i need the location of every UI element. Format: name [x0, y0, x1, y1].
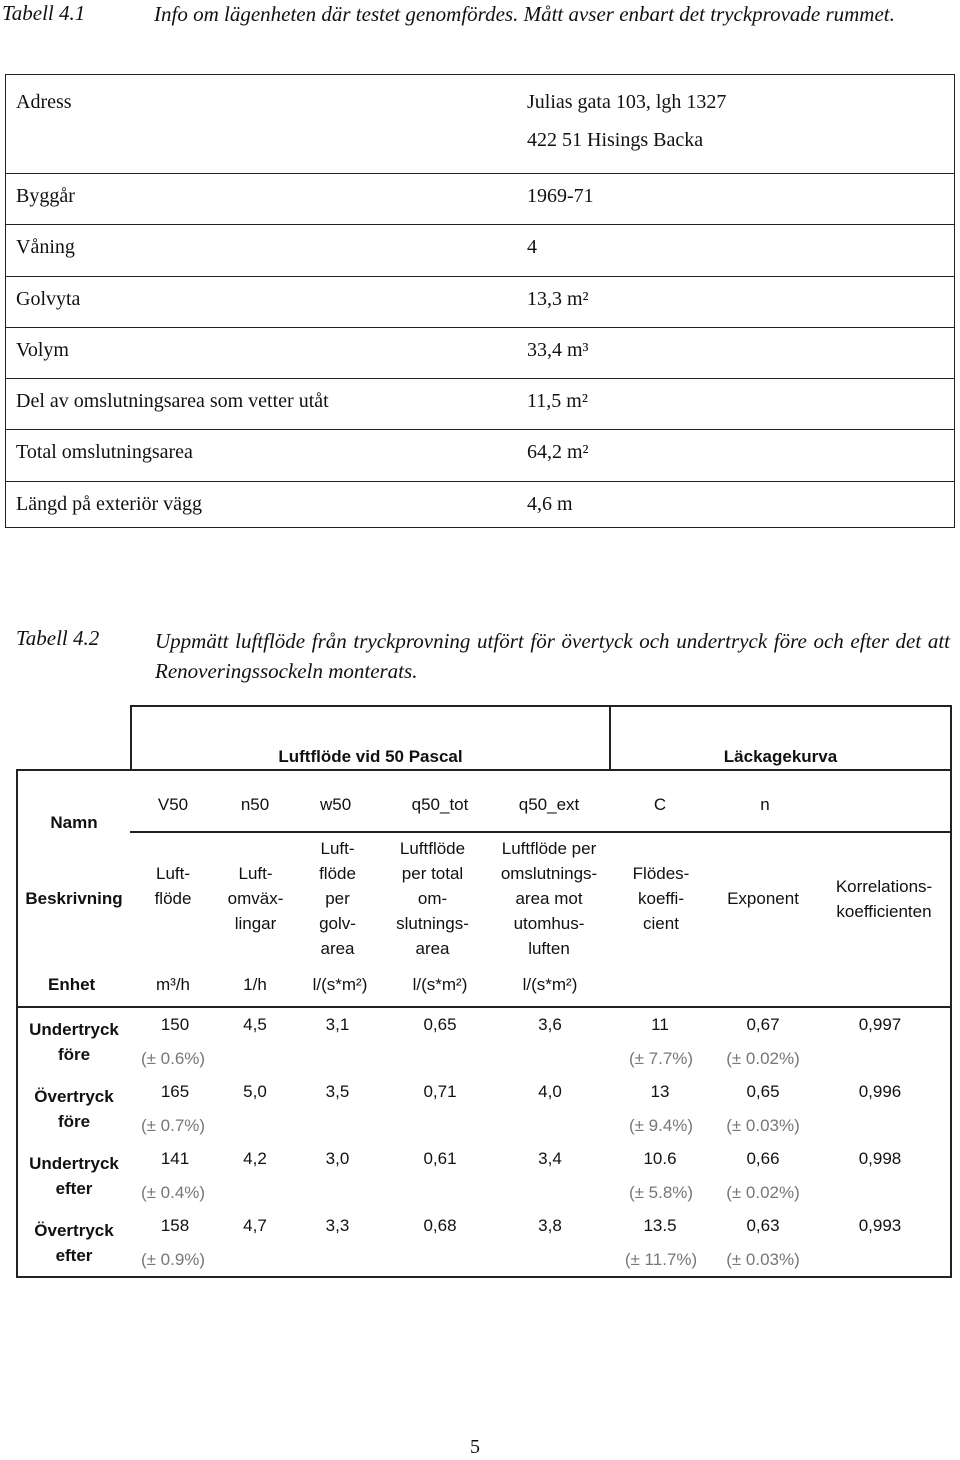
table-4-2-caption-label: Tabell 4.2	[16, 626, 100, 650]
row-key: Adress	[16, 91, 72, 113]
row-key: Våning	[16, 236, 75, 258]
table-border	[16, 1006, 952, 1008]
col-unit: l/(s*m²)	[312, 975, 368, 994]
col-name: n50	[240, 795, 270, 814]
cell-n: 0,63	[746, 1216, 780, 1235]
cell-q50-ext: 3,8	[538, 1216, 562, 1235]
cell-r: 0,998	[858, 1149, 902, 1168]
table-border	[130, 831, 952, 833]
table-border	[950, 769, 952, 1278]
table-border	[130, 705, 952, 707]
cell-n-uncertainty: (± 0.03%)	[726, 1250, 800, 1269]
cell-c: 10.6	[643, 1149, 677, 1168]
group-header-airflow: Luftflöde vid 50 Pascal	[278, 747, 463, 766]
cell-n: 0,66	[746, 1149, 780, 1168]
col-name: q50_tot	[411, 795, 469, 814]
col-unit: m³/h	[156, 975, 190, 994]
cell-q50-ext: 3,6	[538, 1015, 562, 1034]
col-description: Flödes- koeffi- cient	[632, 864, 690, 933]
row-value: 4	[527, 236, 537, 258]
col-description: Exponent	[727, 889, 799, 908]
col-name: C	[653, 795, 667, 814]
cell-w50: 3,3	[325, 1216, 350, 1235]
cell-v50: 141	[160, 1149, 190, 1168]
cell-v50-uncertainty: (± 0.6%)	[140, 1049, 206, 1068]
table-border	[950, 705, 952, 771]
table-border	[16, 1276, 952, 1278]
cell-c: 13	[650, 1082, 670, 1101]
cell-c: 13.5	[643, 1216, 677, 1235]
cell-n: 0,67	[746, 1015, 780, 1034]
col-unit: l/(s*m²)	[412, 975, 468, 994]
row-label: Övertryck före	[34, 1087, 114, 1131]
row-value-line2: 422 51 Hisings Backa	[527, 129, 704, 151]
cell-r: 0,996	[858, 1082, 902, 1101]
row-value: 11,5 m²	[527, 390, 588, 412]
row-value: 1969-71	[527, 185, 594, 207]
row-key: Volym	[16, 339, 69, 361]
cell-q50-tot: 0,65	[423, 1015, 457, 1034]
cell-v50-uncertainty: (± 0.9%)	[140, 1250, 206, 1269]
col-name: n	[760, 795, 770, 814]
group-header-leakage-curve: Läckagekurva	[723, 747, 838, 766]
cell-v50: 165	[160, 1082, 190, 1101]
cell-q50-ext: 4,0	[538, 1082, 562, 1101]
cell-c-uncertainty: (± 9.4%)	[628, 1116, 694, 1135]
col-description: Luftflöde per omslutnings- area mot utomhus- luften	[500, 839, 598, 958]
cell-r: 0,993	[858, 1216, 902, 1235]
row-key: Del av omslutningsarea som vetter utåt	[16, 390, 329, 412]
col-name: V50	[157, 795, 189, 814]
cell-v50: 150	[160, 1015, 190, 1034]
row-value: 33,4 m³	[527, 339, 589, 361]
cell-n50: 5,0	[243, 1082, 267, 1101]
row-value: Julias gata 103, lgh 1327	[527, 91, 727, 113]
row-label-namn: Namn	[50, 813, 98, 832]
col-name: w50	[320, 795, 352, 814]
row-label: Övertryck efter	[34, 1221, 114, 1265]
cell-v50-uncertainty: (± 0.7%)	[140, 1116, 206, 1135]
row-value: 64,2 m²	[527, 441, 589, 463]
row-key: Byggår	[16, 185, 75, 207]
col-description: Luft- flöde per golv- area	[319, 839, 356, 958]
col-name: q50_ext	[518, 795, 580, 814]
cell-n: 0,65	[746, 1082, 780, 1101]
row-label-beskrivning: Beskrivning	[25, 889, 123, 908]
table-4-2-caption-text: Uppmätt luftflöde från tryckprovning utfört för övertyck och undertryck före och efter det att Renoveringssockeln monterats.	[155, 629, 950, 683]
cell-n50: 4,5	[243, 1015, 267, 1034]
col-unit: l/(s*m²)	[522, 975, 578, 994]
col-description: Luft- omväx- lingar	[227, 864, 284, 933]
cell-r: 0,997	[858, 1015, 902, 1034]
table-border	[16, 769, 952, 771]
table-4-1-caption-text: Info om lägenheten där testet genomfördes. Mått avser enbart det tryckprovade rummet.	[154, 2, 895, 26]
cell-n-uncertainty: (± 0.02%)	[726, 1183, 800, 1202]
row-label-enhet: Enhet	[48, 975, 96, 994]
cell-n50: 4,7	[243, 1216, 267, 1235]
col-description: Luft- flöde	[154, 864, 192, 908]
cell-w50: 3,0	[325, 1149, 350, 1168]
row-value: 13,3 m²	[527, 288, 589, 310]
row-value: 4,6 m	[527, 493, 573, 515]
cell-q50-ext: 3,4	[538, 1149, 562, 1168]
cell-n-uncertainty: (± 0.02%)	[726, 1049, 800, 1068]
cell-n50: 4,2	[243, 1149, 267, 1168]
cell-v50: 158	[160, 1216, 190, 1235]
cell-c: 11	[651, 1015, 669, 1034]
cell-w50: 3,1	[325, 1015, 350, 1034]
cell-c-uncertainty: (± 5.8%)	[628, 1183, 694, 1202]
table-4-1-caption-label: Tabell 4.1	[2, 1, 86, 25]
cell-q50-tot: 0,71	[423, 1082, 457, 1101]
row-key: Golvyta	[16, 288, 81, 310]
row-label: Undertryck efter	[29, 1154, 119, 1198]
cell-w50: 3,5	[325, 1082, 350, 1101]
cell-q50-tot: 0,68	[423, 1216, 457, 1235]
cell-c-uncertainty: (± 7.7%)	[628, 1049, 694, 1068]
page-number: 5	[470, 1436, 480, 1458]
cell-v50-uncertainty: (± 0.4%)	[140, 1183, 206, 1202]
row-key: Total omslutningsarea	[16, 441, 193, 463]
row-key: Längd på exteriör vägg	[16, 493, 203, 515]
cell-c-uncertainty: (± 11.7%)	[624, 1250, 698, 1269]
col-description: Luftflöde per total om- slutnings- area	[396, 839, 469, 958]
col-unit: 1/h	[243, 975, 267, 994]
col-description: Korrelations- koefficienten	[835, 877, 933, 921]
cell-q50-tot: 0,61	[423, 1149, 457, 1168]
row-label: Undertryck före	[29, 1020, 119, 1064]
cell-n-uncertainty: (± 0.03%)	[726, 1116, 800, 1135]
